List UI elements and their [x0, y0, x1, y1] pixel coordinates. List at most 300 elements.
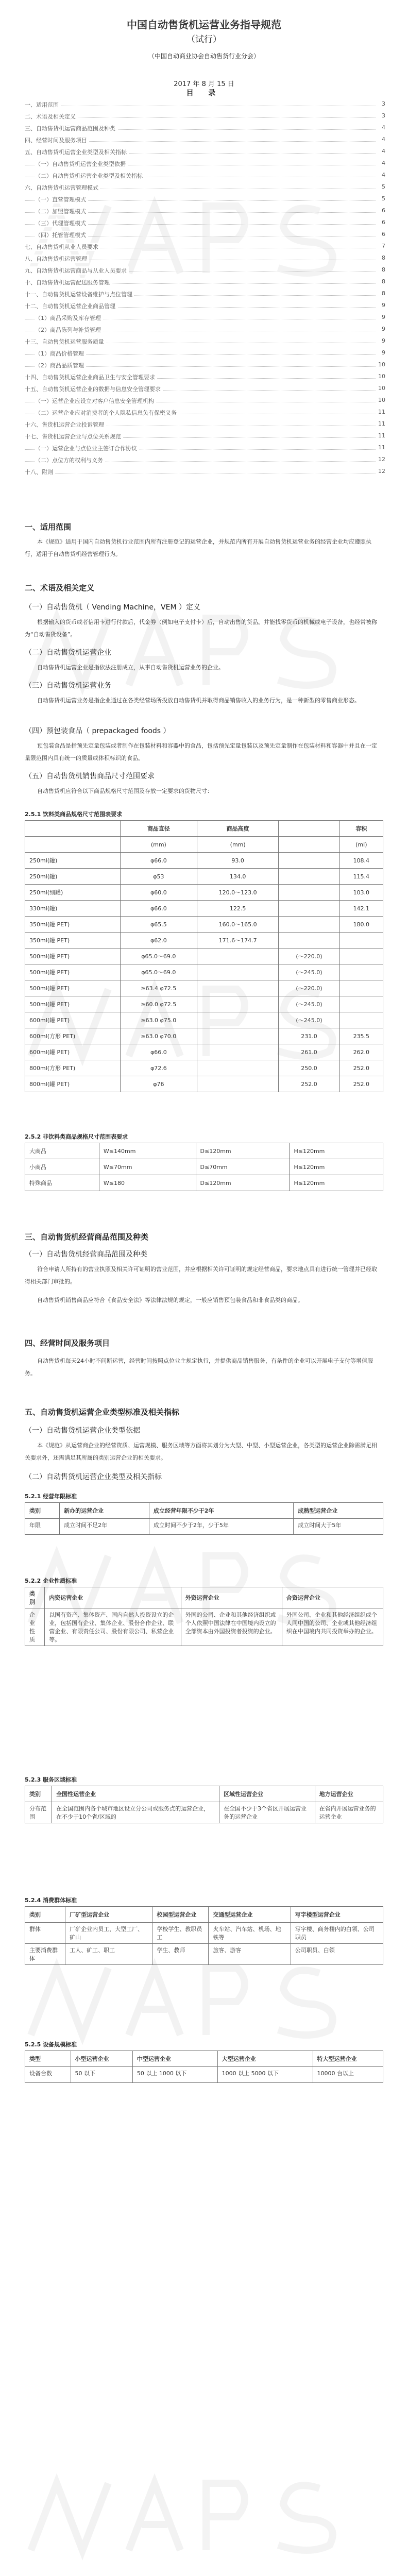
table-cell: H≤120mm — [290, 1159, 383, 1175]
table-cell: 特大型运营企业 — [313, 2051, 383, 2067]
toc-entry[interactable] — [25, 252, 385, 264]
subsection-heading: （三）自动售货机运营业务 — [25, 682, 111, 690]
paragraph: 本《规范》适用于国内自动售货机行业范围内所有注册登记的运营企业，并规范内所有开展自动售货机运营业务的经营企业均应遵照执行，适用于自动售货机经营管理行为。 — [25, 538, 371, 557]
toc-entry[interactable] — [25, 228, 385, 240]
toc-entry[interactable] — [25, 110, 385, 122]
table-row — [25, 853, 383, 869]
table-cell: D≤120mm — [196, 1143, 290, 1159]
table-cell: 商品高度 — [197, 821, 279, 837]
toc-entry-title: 四、经营时间及服务项目 — [25, 136, 89, 144]
table-cell: (ml) — [339, 837, 383, 853]
table-cell — [197, 948, 279, 964]
table-cell — [339, 996, 383, 1012]
toc-entry-title: （一）运营企业与点位业主签订合作协议 — [35, 444, 139, 452]
table-cell: 大型运营企业 — [217, 2051, 313, 2067]
table-cell: 小商品 — [25, 1159, 99, 1175]
toc-entry-page: 8 — [382, 278, 385, 285]
document-title: 中国自动售货机运营业务指导规范 — [127, 19, 281, 31]
toc-entry-page: 4 — [382, 172, 385, 178]
table-row — [25, 964, 383, 980]
subsection-heading: （一）自动售货机运营企业类型依据 — [25, 1427, 140, 1435]
table-cell: φ76 — [120, 1076, 197, 1092]
table-cell: 115.4 — [339, 869, 383, 885]
table-cell — [339, 964, 383, 980]
table-caption: 5.2.5 设备规模标准 — [25, 2041, 77, 2048]
consumer-group-table — [25, 1906, 383, 1965]
table-cell: 交通型运营企业 — [209, 1907, 291, 1923]
table-caption: 5.2.2 企业性质标准 — [25, 1578, 77, 1584]
table-cell: 工人、矿工、职工 — [65, 1944, 152, 1965]
table-row — [25, 869, 383, 885]
document-subtitle: （试行） — [186, 35, 222, 45]
toc-entry-page: 10 — [378, 361, 385, 368]
table-row — [25, 1076, 383, 1092]
toc-entry-title: 十三、自动售货机运营服务质量 — [25, 337, 106, 346]
toc-entry-title: （1）商品价格管理 — [35, 349, 86, 358]
table-cell: 中型运营企业 — [132, 2051, 217, 2067]
toc-entry-title: 五、自动售货机运营企业类型及相关指标 — [25, 148, 129, 156]
table-caption: 5.2.1 经营年限标准 — [25, 1493, 77, 1500]
table-cell: ≥63.0 φ75.0 — [120, 1012, 197, 1028]
table-cell: 内资运营企业 — [45, 1587, 181, 1608]
table-cell — [25, 837, 121, 853]
toc-entry[interactable] — [25, 122, 385, 133]
subsection-heading: （五）自动售货机销售商品尺寸范围要求 — [25, 772, 155, 781]
table-cell: 特殊商品 — [25, 1175, 99, 1191]
section-heading: 二、术语及相关定义 — [25, 583, 95, 592]
table-cell — [279, 853, 339, 869]
table-cell: 旅客、游客 — [209, 1944, 291, 1965]
table-header-row — [25, 821, 383, 837]
table-cell: φ66.0 — [120, 901, 197, 917]
table-row — [25, 996, 383, 1012]
table-cell: 262.0 — [339, 1044, 383, 1060]
table-cell: H≤120mm — [290, 1175, 383, 1191]
toc-entry-page: 4 — [382, 148, 385, 155]
table-row — [25, 1944, 383, 1965]
table-cell: 500ml(罐 PET) — [25, 964, 121, 980]
toc-entry-page: 9 — [382, 337, 385, 344]
toc-entry-title: 十五、自动售货机运营企业的数据与信息安全管理要求 — [25, 385, 163, 393]
toc-entry-page: 7 — [382, 243, 385, 249]
toc-entry-page: 9 — [382, 349, 385, 356]
table-cell: 252.0 — [279, 1076, 339, 1092]
table-cell: 261.0 — [279, 1044, 339, 1060]
toc-entry-page: 6 — [382, 231, 385, 238]
toc-entry-page: 8 — [382, 255, 385, 261]
table-cell: 10000 台以上 — [313, 2067, 383, 2083]
toc-entry-title: 八、自动售货机运营管理 — [25, 255, 89, 263]
table-cell — [279, 885, 339, 901]
toc-entry-page: 12 — [378, 456, 385, 463]
table-cell: 以国有资产、集体资产、国内自然人投资设立的企业，包括国有企业、集体企业、股份合作企业、联营企业、有限责任公司、股份有限公司、私营企业等。 — [45, 1608, 181, 1646]
table-cell: 160.0～165.0 — [197, 917, 279, 933]
table-cell — [25, 821, 121, 837]
table-cell: 合资运营企业 — [282, 1587, 383, 1608]
table-cell: 800ml(方形 PET) — [25, 1060, 121, 1076]
toc-entry-page: 4 — [382, 136, 385, 143]
table-header-row — [25, 2051, 383, 2067]
table-cell: (～245.0) — [279, 996, 339, 1012]
table-cell: 主要消费群体 — [25, 1944, 65, 1965]
table-cell: 地方运营企业 — [315, 1786, 383, 1802]
table-caption: 5.2.4 消费群体标准 — [25, 1897, 77, 1904]
toc-entry[interactable] — [25, 359, 385, 370]
table-cell — [339, 948, 383, 964]
toc-entry-title: 一、适用范围 — [25, 100, 61, 109]
table-cell: 252.0 — [339, 1060, 383, 1076]
table-cell: D≤120mm — [196, 1175, 290, 1191]
toc-entry-title: （2）商品品质管理 — [35, 361, 86, 369]
toc-entry[interactable] — [25, 382, 385, 394]
table-header-row — [25, 1786, 383, 1802]
table-row — [25, 1143, 383, 1159]
toc-entry-title: 三、自动售货机运营商品范围及种类 — [25, 124, 117, 132]
subsection-heading: （四）预包装食品（ prepackaged foods ） — [25, 727, 171, 735]
toc-entry-page: 9 — [382, 302, 385, 309]
document-date: 2017 年 8 月 15 日 — [174, 80, 234, 88]
table-cell: 50 以下 — [71, 2067, 132, 2083]
table-cell — [279, 837, 339, 853]
paragraph: 符合申请人所持有的营业执照及相关许可证明的营业范围，并应根据相关许可证明的规定经营商品，要求地点具有进行统一管理并已经取得相关部门审批的。 — [25, 1266, 377, 1285]
table-cell: 成立时间不少于2年，少于5年 — [149, 1519, 293, 1535]
toc-entry-page: 9 — [382, 326, 385, 332]
toc-entry-title: 二、术语及相关定义 — [25, 112, 78, 121]
ownership-table — [25, 1587, 383, 1646]
table-cell: ≥60.0 φ72.5 — [120, 996, 197, 1012]
table-cell: (～245.0) — [279, 1012, 339, 1028]
table-cell: ≥63.4 φ72.5 — [120, 980, 197, 996]
table-row — [25, 2067, 383, 2083]
table-cell: 大商品 — [25, 1143, 99, 1159]
table-cell: 外资运营企业 — [181, 1587, 282, 1608]
table-cell: 群体 — [25, 1923, 65, 1944]
table-cell: 火车站、汽车站、机场、地铁等 — [209, 1923, 291, 1944]
toc-entry-page: 6 — [382, 219, 385, 226]
table-cell: 容积 — [339, 821, 383, 837]
table-cell: 500ml(罐 PET) — [25, 980, 121, 996]
table-cell: 外国公司、企业和其他经济组织或个人同中国的公司、企业或其他经济组织在中国境内共同投资举办的企业。 — [282, 1608, 383, 1646]
toc-entry[interactable] — [25, 418, 385, 430]
table-cell — [279, 869, 339, 885]
toc-entry[interactable] — [25, 442, 385, 453]
table-cell: 134.0 — [197, 869, 279, 885]
toc-entry-page: 10 — [378, 385, 385, 392]
table-cell: 学生、教师 — [152, 1944, 209, 1965]
toc-entry-title: （2）商品陈列与补货管理 — [35, 326, 103, 334]
table-cell: 120.0～123.0 — [197, 885, 279, 901]
paragraph: 自动售货机运营业务是指企业通过在各类经营场所投放自动售货机并取得商品销售收入的业务行为，是一种新型的零售商业形态。 — [37, 697, 360, 704]
toc-entry[interactable] — [25, 193, 385, 205]
table-cell: W≤70mm — [99, 1159, 196, 1175]
table-cell: (～220.0) — [279, 980, 339, 996]
table-row — [25, 1175, 383, 1191]
beverage-size-table — [25, 820, 383, 1092]
toc-entry-page: 11 — [378, 409, 385, 415]
table-cell: 600ml(罐 PET) — [25, 1012, 121, 1028]
table-cell: 类别 — [25, 1503, 60, 1519]
table-cell: φ72.6 — [120, 1060, 197, 1076]
table-cell: D≤70mm — [196, 1159, 290, 1175]
table-cell: 分布范围 — [25, 1802, 52, 1823]
table-cell: 250.0 — [279, 1060, 339, 1076]
table-row — [25, 1802, 383, 1823]
table-cell: 校园型运营企业 — [152, 1907, 209, 1923]
table-cell: 600ml(罐 PET) — [25, 1044, 121, 1060]
table-cell: 在省内开展运营业务的运营企业 — [315, 1802, 383, 1823]
toc-entry[interactable] — [25, 264, 385, 276]
table-cell: φ66.0 — [120, 1044, 197, 1060]
table-cell: 500ml(罐 PET) — [25, 996, 121, 1012]
table-cell: φ65.0～69.0 — [120, 964, 197, 980]
table-cell — [197, 964, 279, 980]
toc-entry-page: 8 — [382, 266, 385, 273]
toc-entry-page: 5 — [382, 195, 385, 202]
toc-entry[interactable] — [25, 276, 385, 287]
table-row — [25, 933, 383, 948]
toc-entry[interactable] — [25, 335, 385, 347]
toc-entry[interactable] — [25, 465, 385, 477]
toc-entry-title: 十八、附则 — [25, 468, 55, 476]
toc-entry-page: 6 — [382, 207, 385, 214]
toc-entry[interactable] — [25, 98, 385, 110]
watermark-graphic — [10, 2421, 398, 2576]
table-cell: 企业性质 — [25, 1608, 45, 1646]
table-cell — [279, 917, 339, 933]
toc-entry-title: （二）点位方的权利与义务 — [35, 456, 105, 464]
table-row — [25, 948, 383, 964]
table-cell: φ60.0 — [120, 885, 197, 901]
table-row — [25, 837, 383, 853]
toc-entry-title: 十四、自动售货机运营企业商品卫生与安全管理要求 — [25, 373, 157, 381]
table-cell — [339, 980, 383, 996]
subsection-heading: （一）自动售货机经营商品范围及种类 — [25, 1250, 147, 1259]
table-cell: φ65.5 — [120, 917, 197, 933]
table-cell: φ62.0 — [120, 933, 197, 948]
toc-entry[interactable] — [25, 181, 385, 193]
toc-heading: 目 录 — [186, 89, 222, 97]
table-cell — [197, 1028, 279, 1044]
table-row — [25, 917, 383, 933]
table-cell — [197, 1076, 279, 1092]
toc-entry-page: 4 — [382, 124, 385, 131]
toc-entry[interactable] — [25, 133, 385, 145]
toc-entry[interactable] — [25, 430, 385, 442]
table-cell: 类别 — [25, 1587, 45, 1608]
toc-entry-page: 10 — [378, 397, 385, 403]
table-cell: 350ml(罐 PET) — [25, 917, 121, 933]
table-cell: 写字楼、商务楼内的白领、公司职员 — [291, 1923, 383, 1944]
years-table — [25, 1502, 383, 1535]
table-cell — [197, 1044, 279, 1060]
toc-entry[interactable] — [25, 240, 385, 252]
toc-entry[interactable] — [25, 169, 385, 181]
toc-entry-title: （二）运营企业应对消费者的个人隐私信息负有保密义务 — [35, 409, 179, 417]
section-heading: 四、经营时间及服务项目 — [25, 1338, 110, 1348]
table-of-contents — [25, 98, 385, 477]
toc-entry[interactable] — [25, 394, 385, 406]
table-cell: 108.4 — [339, 853, 383, 869]
table-cell: 1000 以上 5000 以下 — [217, 2067, 313, 2083]
toc-entry[interactable] — [25, 323, 385, 335]
table-cell: 类别 — [25, 1786, 52, 1802]
toc-entry-title: 六、自动售货机运营管理模式 — [25, 183, 100, 192]
table-header-row — [25, 1587, 383, 1608]
table-cell — [279, 933, 339, 948]
table-cell: φ53 — [120, 869, 197, 885]
table-cell: (～245.0) — [279, 964, 339, 980]
table-caption: 2.5.2 非饮料类商品规格尺寸范围表要求 — [25, 1133, 128, 1140]
table-cell: 全国性运营企业 — [52, 1786, 219, 1802]
toc-entry[interactable] — [25, 287, 385, 299]
table-cell: 250ml(罐) — [25, 869, 121, 885]
table-row — [25, 1608, 383, 1646]
table-row — [25, 980, 383, 996]
toc-entry-title: 十二、自动售货机运营企业商品管理 — [25, 302, 117, 310]
table-cell: ≥63.0 φ70.0 — [120, 1028, 197, 1044]
table-cell — [339, 933, 383, 948]
toc-entry[interactable] — [25, 311, 385, 323]
table-cell: 外国的公司、企业和其他经济组织或个人依照中国法律在中国境内设立的全部资本由外国投资者投资的企业。 — [181, 1608, 282, 1646]
table-cell: 235.5 — [339, 1028, 383, 1044]
table-header-row — [25, 1907, 383, 1923]
toc-entry-title: 十一、自动售货机运营设备维护与点位管理 — [25, 290, 134, 298]
toc-entry-page: 3 — [382, 112, 385, 119]
toc-entry[interactable] — [25, 205, 385, 216]
table-cell: φ66.0 — [120, 853, 197, 869]
table-cell: 成立时间大于5年 — [294, 1519, 383, 1535]
table-cell: 区域性运营企业 — [219, 1786, 315, 1802]
toc-entry-title: （四）托管管理模式 — [35, 231, 88, 239]
toc-entry-title: 七、自动售货机从业人员要求 — [25, 243, 100, 251]
table-header-row — [25, 1503, 383, 1519]
table-cell: 600ml(方形 PET) — [25, 1028, 121, 1044]
table-cell — [279, 821, 339, 837]
table-cell: 成立时间不足2年 — [60, 1519, 149, 1535]
paragraph: 自动售货机运营企业是指依法注册成立，从事自动售货机运营业务的企业。 — [37, 664, 224, 671]
table-row — [25, 1519, 383, 1535]
table-cell: (～220.0) — [279, 948, 339, 964]
table-cell: 公司职员、白领 — [291, 1944, 383, 1965]
toc-entry-title: （一）直营管理模式 — [35, 195, 88, 204]
document-organization: （中国自动商业协会自动售货行业分会） — [148, 53, 260, 60]
table-row — [25, 1044, 383, 1060]
table-row — [25, 1923, 383, 1944]
table-cell: 50 以上 1000 以下 — [132, 2067, 217, 2083]
toc-entry-page: 11 — [378, 444, 385, 451]
subsection-heading: （二）自动售货机运营企业 — [25, 649, 111, 657]
toc-entry-page: 10 — [378, 373, 385, 380]
toc-entry-page: 12 — [378, 468, 385, 474]
table-cell: 231.0 — [279, 1028, 339, 1044]
toc-entry-page: 11 — [378, 420, 385, 427]
toc-entry[interactable] — [25, 145, 385, 157]
toc-entry[interactable] — [25, 216, 385, 228]
equipment-scale-table — [25, 2050, 383, 2083]
table-cell: 写字楼型运营企业 — [291, 1907, 383, 1923]
toc-entry-title: （1）商品采购及库存管理 — [35, 314, 103, 322]
toc-entry[interactable] — [25, 157, 385, 169]
toc-entry-title: 十七、售货机运营企业与点位关系规范 — [25, 432, 123, 440]
toc-entry-page: 8 — [382, 290, 385, 297]
table-cell: 350ml(罐 PET) — [25, 933, 121, 948]
toc-entry[interactable] — [25, 406, 385, 418]
table-cell: 设备台数 — [25, 2067, 71, 2083]
table-cell: 122.5 — [197, 901, 279, 917]
paragraph: 本《规范》从运营商企业的经营资质、运营规模、服务区域等方面将其划分为大型、中型、小型运营企业，各类型的运营企业除需满足相关要求外，还需满足其所属的类别运营企业的相关要求。 — [25, 1442, 377, 1461]
table-cell: 厂矿型运营企业 — [65, 1907, 152, 1923]
table-cell: 学校学生、教职员工 — [152, 1923, 209, 1944]
toc-entry[interactable] — [25, 347, 385, 359]
toc-entry-title: （三）代理管理模式 — [35, 219, 88, 227]
table-cell: 在全国范围内各个城市地区设立分公司或服务点的运营企业，在不少于10个省/区域的 — [52, 1802, 219, 1823]
table-cell — [197, 980, 279, 996]
table-cell: H≤120mm — [290, 1143, 383, 1159]
table-cell: 103.0 — [339, 885, 383, 901]
table-cell: 180.0 — [339, 917, 383, 933]
paragraph: 自动售货机每天24小时不间断运营，经营时间按照点位业主规定执行，并提供商品销售服务，有条件的企业可以开展电子支付等增值服务。 — [25, 1358, 373, 1377]
toc-entry-page: 3 — [382, 100, 385, 107]
toc-entry[interactable] — [25, 453, 385, 465]
table-row — [25, 885, 383, 901]
section-heading: 五、自动售货机运营企业类型标准及相关指标 — [25, 1408, 180, 1417]
table-cell: φ65.0～69.0 — [120, 948, 197, 964]
subsection-heading: （二）自动售货机运营企业类型及相关指标 — [25, 1473, 162, 1481]
table-row — [25, 1028, 383, 1044]
toc-entry-title: 十、自动售货机运营配送服务管理 — [25, 278, 112, 286]
table-caption: 5.2.3 服务区域标准 — [25, 1776, 77, 1783]
table-cell: 小型运营企业 — [71, 2051, 132, 2067]
table-cell: (mm) — [120, 837, 197, 853]
table-cell: 成立经营年限不少于2年 — [149, 1503, 293, 1519]
table-cell: 新办的运营企业 — [60, 1503, 149, 1519]
paragraph: 预包装食品是指预先定量包装或者制作在包装材料和容器中的食品，包括预先定量包装以及预先定量制作在包装材料和容器中并且在一定量限范围内具有统一的质量或体积标识的食品。 — [25, 742, 377, 761]
toc-entry-title: （二）加盟管理模式 — [35, 207, 88, 215]
paragraph: 根据输入的货币或者信用卡进行付款后，代金券（例如电子支付卡）后，自动出售的货品。并能找零货币的机械或电子设备，也经常被称为“自动售货设备”。 — [25, 619, 377, 638]
paragraph: 自动售货机销售商品应符合《食品安全法》等法律法规的规定，一般应销售预包装食品和非食品类的商品。 — [37, 1297, 303, 1303]
table-cell: 800ml(罐 PET) — [25, 1076, 121, 1092]
subsection-heading: （一）自动售货机（ Vending Machine，VEM ）定义 — [25, 603, 200, 612]
table-cell: W≤180 — [99, 1175, 196, 1191]
toc-entry-title: 十六、售货机运营企业投诉管理 — [25, 420, 106, 429]
table-row — [25, 1012, 383, 1028]
table-cell: 类型 — [25, 2051, 71, 2067]
region-table — [25, 1786, 383, 1823]
table-cell: 171.6～174.7 — [197, 933, 279, 948]
table-cell: 成熟型运营企业 — [294, 1503, 383, 1519]
table-cell: 年限 — [25, 1519, 60, 1535]
table-cell: 商品直径 — [120, 821, 197, 837]
table-cell — [279, 901, 339, 917]
non-beverage-size-table — [25, 1143, 383, 1191]
toc-entry-title: 九、自动售货机运营商品与从业人员要求 — [25, 266, 129, 275]
toc-entry-page: 11 — [378, 432, 385, 439]
table-cell: 330ml(罐) — [25, 901, 121, 917]
table-cell: W≤140mm — [99, 1143, 196, 1159]
table-cell — [197, 996, 279, 1012]
toc-entry[interactable] — [25, 370, 385, 382]
toc-entry[interactable] — [25, 299, 385, 311]
table-row — [25, 1060, 383, 1076]
paragraph: 自动售货机应符合以下商品规格尺寸范围及存放一定要求的货物尺寸： — [37, 788, 213, 794]
table-caption: 2.5.1 饮料类商品规格尺寸范围表要求 — [25, 811, 123, 818]
table-cell: 厂矿企业内员工，大型工厂、矿山 — [65, 1923, 152, 1944]
table-cell — [197, 1012, 279, 1028]
table-cell: 250ml(细罐) — [25, 885, 121, 901]
toc-entry-page: 9 — [382, 314, 385, 320]
table-cell: 142.1 — [339, 901, 383, 917]
table-cell: 500ml(罐 PET) — [25, 948, 121, 964]
